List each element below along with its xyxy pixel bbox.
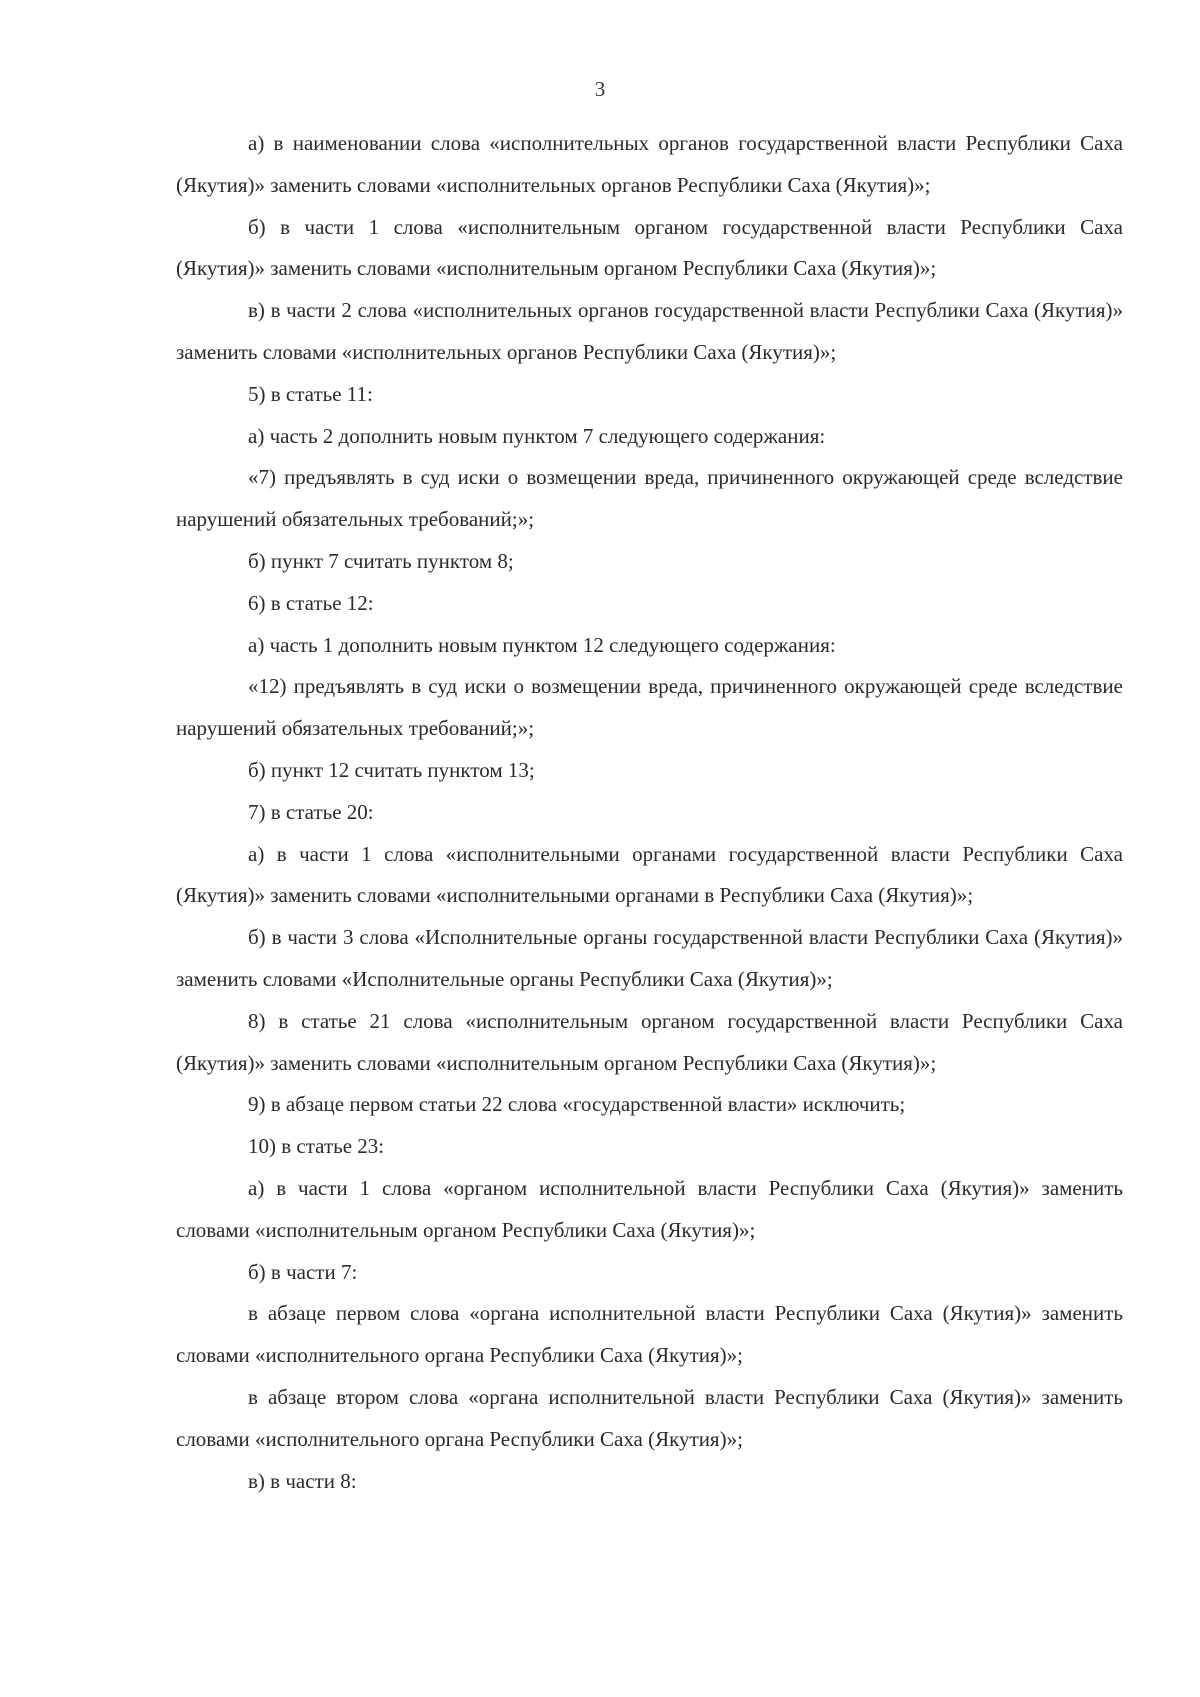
quoted-clause: «12) предъявлять в суд иски о возмещении вреда, причиненного окружающей среде вследствие нарушений обязательных требований;»; [176,674,1123,741]
article-heading: 5) в статье 11: [248,381,373,406]
amendment-paragraph: а) часть 1 дополнить новым пунктом 12 следующего содержания: [248,632,836,657]
amendment-paragraph: б) в части 1 слова «исполнительным органом государственной власти Республики Саха (Якутия)» заменить словами «исполнительным органом Республики Саха (Якутия)»; [176,214,1123,281]
amendment-paragraph: 8) в статье 21 слова «исполнительным органом государственной власти Республики Саха (Якутия)» заменить словами «исполнительным органом Республики Саха (Якутия)»; [176,1008,1123,1075]
amendment-paragraph: а) в части 1 слова «органом исполнительной власти Республики Саха (Якутия)» заменить словами «исполнительным органом Республики Саха (Якутия)»; [176,1175,1123,1242]
amendment-paragraph: а) в части 1 слова «исполнительными органами государственной власти Республики Саха (Якутия)» заменить словами «исполнительными органами в Республики Саха (Якутия)»; [176,841,1123,908]
page-number: 3 [594,77,606,101]
quoted-clause: «7) предъявлять в суд иски о возмещении вреда, причиненного окружающей среде вследствие нарушений обязательных требований;»; [176,465,1123,532]
amendment-paragraph: б) пункт 12 считать пунктом 13; [248,757,535,782]
amendment-paragraph: б) в части 3 слова «Исполнительные органы государственной власти Республики Саха (Якутия)» заменить словами «Исполнительные органы Республики Саха (Якутия)»; [176,925,1123,991]
amendment-paragraph: в) в части 2 слова «исполнительных органов государственной власти Республики Саха (Якутия)» заменить словами «исполнительных органов Республики Саха (Якутия)»; [176,298,1123,364]
amendment-paragraph: а) часть 2 дополнить новым пунктом 7 следующего содержания: [248,423,826,448]
amendment-paragraph: в абзаце первом слова «органа исполнительной власти Республики Саха (Якутия)» заменить словами «исполнительного органа Республики Саха (Якутия)»; [176,1301,1123,1368]
amendment-paragraph: в абзаце втором слова «органа исполнительной власти Республики Саха (Якутия)» заменить словами «исполнительного органа Республики Саха (Якутия)»; [176,1384,1123,1451]
document-body [176,123,1123,1502]
amendment-paragraph: 9) в абзаце первом статьи 22 слова «государственной власти» исключить; [248,1092,906,1117]
article-heading: 6) в статье 12: [248,590,374,615]
article-heading: 10) в статье 23: [248,1134,385,1159]
article-heading: 7) в статье 20: [248,799,374,824]
amendment-paragraph: б) пункт 7 считать пунктом 8; [248,548,514,573]
amendment-paragraph: б) в части 7: [248,1259,358,1284]
amendment-paragraph: в) в части 8: [248,1468,357,1493]
amendment-paragraph: а) в наименовании слова «исполнительных органов государственной власти Республики Саха (Якутия)» заменить словами «исполнительных органов Республики Саха (Якутия)»; [176,131,1123,197]
